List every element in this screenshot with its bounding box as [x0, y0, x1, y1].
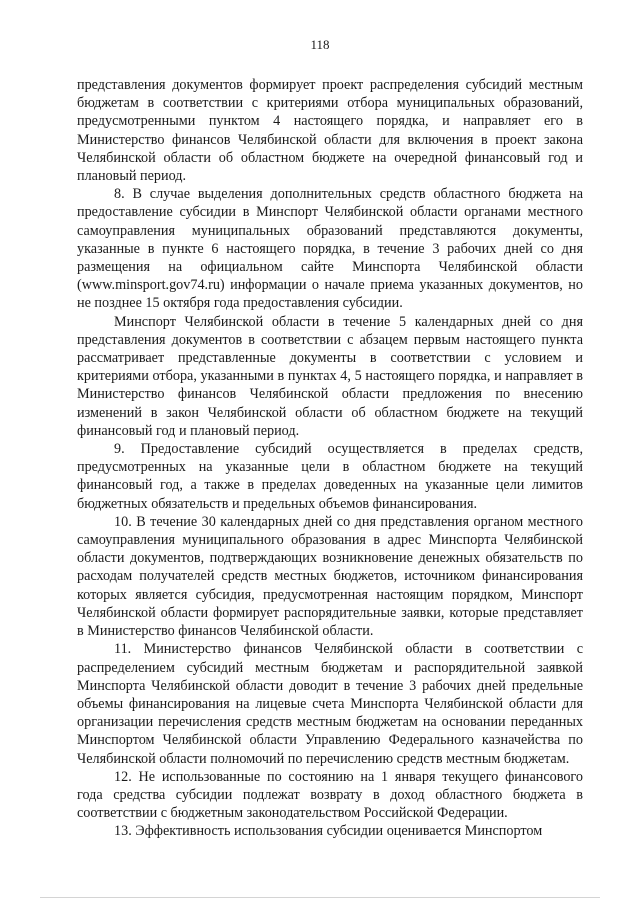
- paragraph-item-9: 9. Предоставление субсидий осуществляется в пределах средств, предусмотренных на указанные цели в областном бюджете на текущий финансовый год, а также в пределах доведенных на указанные цели лимитов бюджетных обязательств и предельных объемов финансирования.: [77, 441, 583, 512]
- page-number: 118: [310, 37, 330, 52]
- bottom-scan-edge: [40, 897, 600, 898]
- paragraph-item-13: 13. Эффективность использования субсидии оценивается Минспортом: [114, 823, 543, 840]
- paragraph-item-8: 8. В случае выделения дополнительных средств областного бюджета на предоставление субсидии в Минспорт Челябинской области органами местного самоуправления муниципальных образований представляются документы, указанные в пункте 6 настоящего порядка, в течение 3 рабочих дней со дня размещения на официальном сайте Минспорта Челябинской области (www.minsport.gov74.ru) информации о начале приема указанных документов, но не позднее 15 октября года предоставления субсидии.: [77, 186, 583, 312]
- document-body: [77, 76, 583, 841]
- paragraph-item-11: 11. Министерство финансов Челябинской области в соответствии с распределением субсидий местным бюджетам и распорядительной заявкой Минспорта Челябинской области доводит в течение 3 рабочих дней предельные объемы финансирования на лицевые счета Минспорта Челябинской области для организации перечисления средств местным бюджетам на основании переданных Минспортом Челябинской области Управлению Федерального казначейства по Челябинской области полномочий по перечислению средств местным бюджетам.: [77, 641, 583, 767]
- paragraph-item-10: 10. В течение 30 календарных дней со дня представления органом местного самоуправления муниципального образования в адрес Минспорта Челябинской области документов, подтверждающих возникновение денежных обязательств по расходам получателей средств местных бюджетов, источником финансирования которых является субсидия, предусмотренная настоящим порядком, Минспорт Челябинской области формирует распорядительные заявки, которые представляет в Министерство финансов Челябинской области.: [77, 513, 583, 640]
- paragraph-item-12: 12. Не использованные по состоянию на 1 января текущего финансового года средства субсидии подлежат возврату в доход областного бюджета в соответствии с бюджетным законодательством Российской Федерации.: [77, 768, 583, 822]
- paragraph-continuation: представления документов формирует проект распределения субсидий местным бюджетам в соответствии с критериями отбора муниципальных образований, предусмотренными пунктом 4 настоящего порядка, и направляет его в Министерство финансов Челябинской области для включения в проект закона Челябинской области об областном бюджете на очередной финансовый год и плановый период.: [77, 77, 583, 185]
- paragraph-item-8-second: Минспорт Челябинской области в течение 5 календарных дней со дня представления документов в соответствии с абзацем первым настоящего пункта рассматривает представленные документы в соответствии с условием и критериями отбора, указанными в пунктах 4, 5 настоящего порядка, и направляет в Министерство финансов Челябинской области предложения по внесению изменений в закон Челябинской области об областном бюджете на текущий финансовый год и плановый период.: [77, 313, 583, 439]
